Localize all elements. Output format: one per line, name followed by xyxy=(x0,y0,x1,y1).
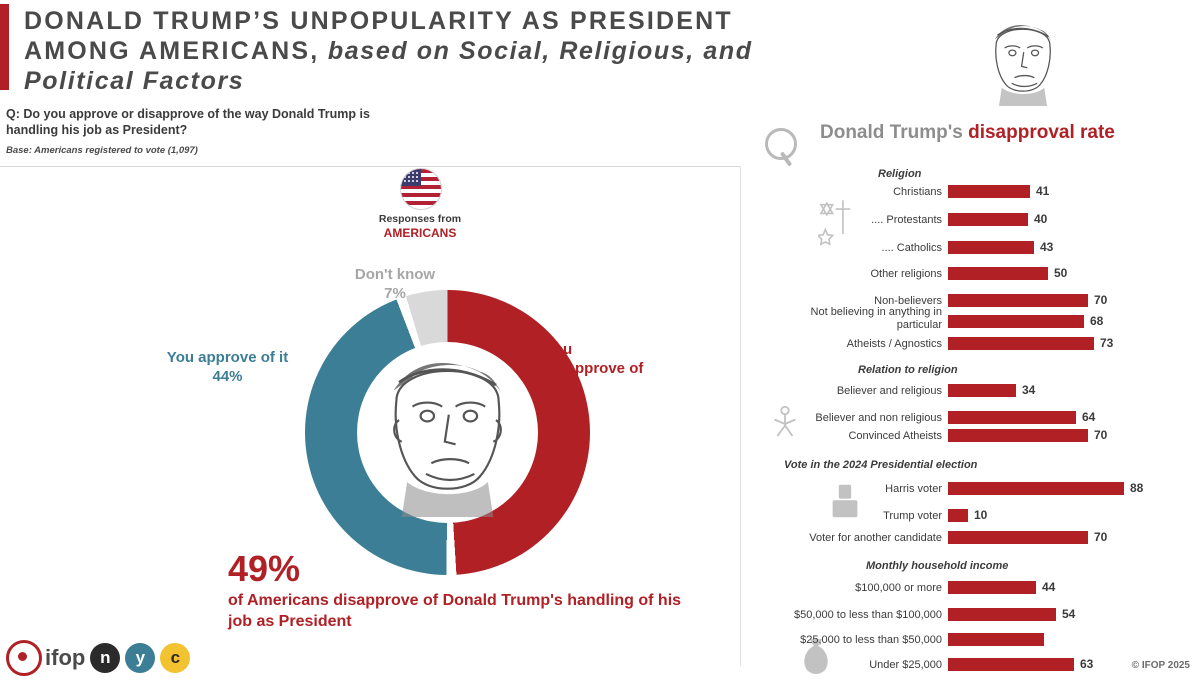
approval-donut-chart xyxy=(305,290,590,575)
donut-label-disapprove xyxy=(545,340,655,416)
bar-income-25k-50k xyxy=(948,633,1044,646)
disapprove-text-3: it xyxy=(545,379,555,396)
responses-from-label xyxy=(330,212,510,241)
bar-label-income-50k-100k: $50,000 to less than $100,000 xyxy=(793,609,942,621)
bar-believer-religious xyxy=(948,384,1016,397)
bar-label-harris-voter: Harris voter xyxy=(885,483,942,495)
page-title xyxy=(24,6,964,96)
right-panel-title xyxy=(820,122,1180,144)
bar-value-protestants: 40 xyxy=(1034,212,1048,226)
bar-convinced-atheists xyxy=(948,429,1088,442)
donut-label-dont-know xyxy=(330,265,460,303)
dont-know-value: 7% xyxy=(384,285,406,302)
title-line-3: Political Factors xyxy=(24,67,245,95)
header-divider xyxy=(0,166,740,167)
bar-non-believers xyxy=(948,294,1088,307)
panel-divider xyxy=(740,166,741,666)
bar-value-catholics: 43 xyxy=(1040,240,1054,254)
title-line-1: DONALD TRUMP’S UNPOPULARITY AS PRESIDENT xyxy=(24,7,733,35)
bar-label-believer-non-religious: Believer and non religious xyxy=(815,412,942,424)
right-panel-title-grey: Donald Trump's xyxy=(820,122,969,143)
bar-christians xyxy=(948,185,1030,198)
group-title-vote-2024: Vote in the 2024 Presidential election xyxy=(784,459,978,471)
bar-label-income-under-25k: Under $25,000 xyxy=(869,659,942,671)
bar-label-atheists-agnostics: Atheists / Agnostics xyxy=(846,338,942,350)
logo-chip-y: y xyxy=(125,643,155,673)
group-title-relation-to-religion: Relation to religion xyxy=(858,364,958,376)
bar-label-protestants: .... Protestants xyxy=(871,214,942,226)
base-text: Base: Americans registered to vote (1,097) xyxy=(6,145,198,156)
logo-chip-c: c xyxy=(160,643,190,673)
bar-value-income-under-25k: 63 xyxy=(1080,657,1094,671)
headline-stat-text: of Americans disapprove of Donald Trump's handling of his job as President xyxy=(228,592,682,630)
bar-value-believer-non-religious: 64 xyxy=(1082,410,1096,424)
us-flag-icon xyxy=(400,168,442,210)
responses-from-line1: Responses from xyxy=(378,213,462,225)
right-panel-title-red: disapproval rate xyxy=(968,122,1115,143)
bar-label-income-100k-plus: $100,000 or more xyxy=(855,582,942,594)
bar-label-catholics: .... Catholics xyxy=(881,242,942,254)
bar-income-100k-plus xyxy=(948,581,1036,594)
bar-label-other-religions: Other religions xyxy=(870,268,942,280)
bar-other-religions xyxy=(948,267,1048,280)
bar-value-not-believing-in-anything-particular: 68 xyxy=(1090,314,1104,328)
ifop-logo-text: ifop xyxy=(45,645,86,670)
magnifier-icon xyxy=(765,128,801,168)
bar-value-atheists-agnostics: 73 xyxy=(1100,336,1114,350)
approve-text: You approve of it xyxy=(166,349,289,366)
bar-value-income-50k-100k: 54 xyxy=(1062,607,1076,621)
bar-label-other-candidate-voter: Voter for another candidate xyxy=(809,532,942,544)
bar-harris-voter xyxy=(948,482,1124,495)
bar-value-believer-religious: 34 xyxy=(1022,383,1036,397)
donut-label-approve xyxy=(140,348,315,386)
bar-value-trump-voter: 10 xyxy=(974,508,988,522)
bar-label-convinced-atheists: Convinced Atheists xyxy=(848,430,942,442)
logo-chip-n: n xyxy=(90,643,120,673)
title-line-2b: based on Social, Religious, and xyxy=(319,37,753,65)
responses-from-line2: AMERICANS xyxy=(383,226,457,240)
headline-stat-value: 49% xyxy=(228,548,301,589)
bar-value-other-religions: 50 xyxy=(1054,266,1068,280)
group-title-income: Monthly household income xyxy=(866,560,1009,572)
disapprove-text-2: disapprove of xyxy=(545,360,644,377)
bar-label-not-believing-in-anything-particular: Not believing in anything in particular xyxy=(810,306,942,331)
bar-not-believing-in-anything-particular xyxy=(948,315,1084,328)
bar-label-income-25k-50k: $25,000 to less than $50,000 xyxy=(800,634,942,646)
bar-catholics xyxy=(948,241,1034,254)
approve-value: 44% xyxy=(212,368,243,385)
bar-income-under-25k xyxy=(948,658,1074,671)
bar-value-christians: 41 xyxy=(1036,184,1050,198)
bar-believer-non-religious xyxy=(948,411,1076,424)
trump-portrait-icon xyxy=(365,342,530,517)
bar-trump-voter xyxy=(948,509,968,522)
question-text: Q: Do you approve or disapprove of the way Donald Trump is handling his job as President? xyxy=(6,107,370,137)
bar-value-other-candidate-voter: 70 xyxy=(1094,530,1108,544)
dont-know-text: Don't know xyxy=(354,266,436,283)
bar-value-non-believers: 70 xyxy=(1094,293,1108,307)
bar-protestants xyxy=(948,213,1028,226)
title-line-2a: AMONG AMERICANS, xyxy=(24,37,320,65)
disapprove-value: 49% xyxy=(545,398,576,415)
disapprove-text-1: You xyxy=(545,341,573,358)
ifop-mark-icon xyxy=(6,640,42,676)
bar-label-christians: Christians xyxy=(893,186,942,198)
bar-label-trump-voter: Trump voter xyxy=(883,510,942,522)
ifop-logo[interactable] xyxy=(6,640,190,676)
bar-income-50k-100k xyxy=(948,608,1056,621)
bar-value-income-100k-plus: 44 xyxy=(1042,580,1056,594)
title-accent-bar xyxy=(0,4,9,90)
copyright-text: © IFOP 2025 xyxy=(1131,660,1190,671)
bar-other-candidate-voter xyxy=(948,531,1088,544)
group-title-religion: Religion xyxy=(878,168,922,180)
bar-label-believer-religious: Believer and religious xyxy=(836,385,942,397)
bar-atheists-agnostics xyxy=(948,337,1094,350)
bar-value-convinced-atheists: 70 xyxy=(1094,428,1108,442)
bar-label-non-believers: Non-believers xyxy=(874,295,942,307)
bar-value-harris-voter: 88 xyxy=(1130,481,1144,495)
trump-portrait-small-icon xyxy=(980,14,1066,106)
